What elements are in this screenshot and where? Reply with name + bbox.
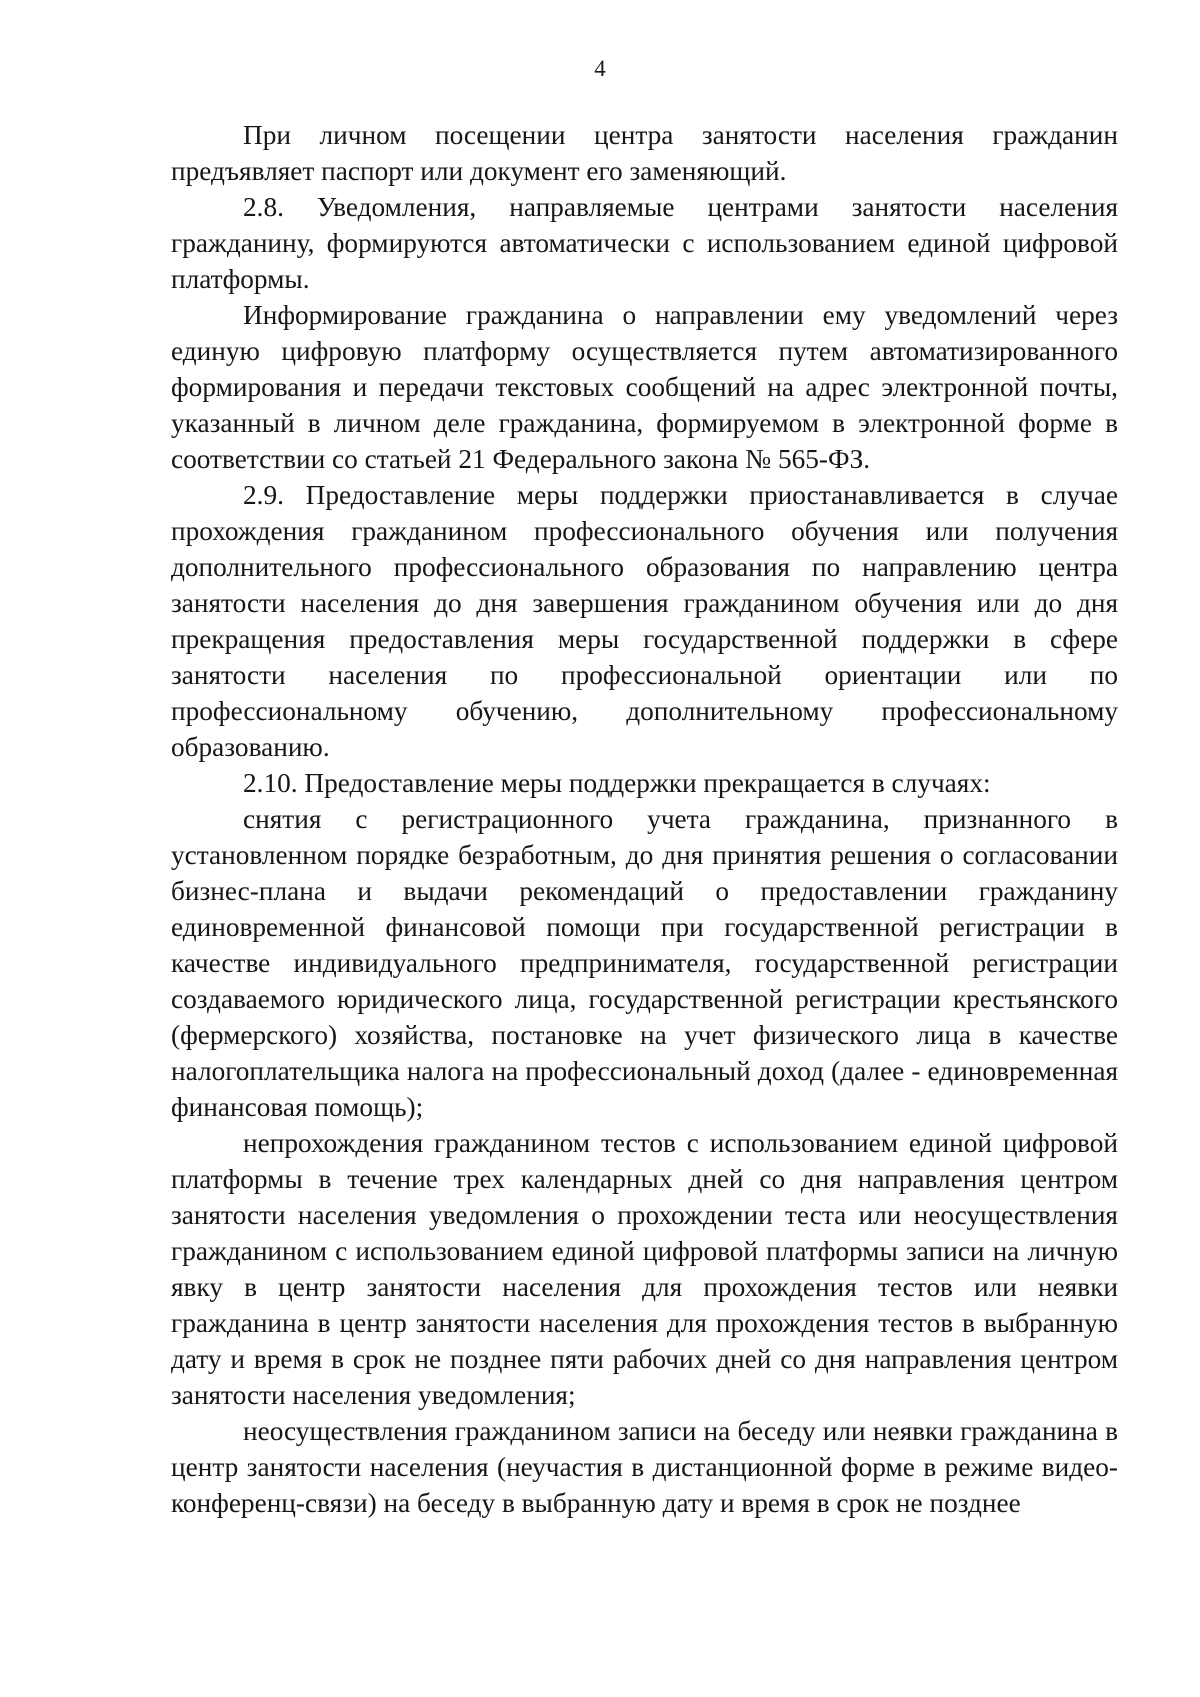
paragraph-deregistration: снятия с регистрационного учета гражданина, признанного в установленном порядке безработным, до дня принятия решения о согласовании бизнес-плана и выдачи рекомендаций о предоставлении гражданину единовременной финансовой помощи при государственной регистрации в качестве индивидуального предпринимателя, государственной регистрации создаваемого юридического лица, государственной регистрации крестьянского (фермерского) хозяйства, постановке на учет физического лица в качестве налогоплательщика налога на профессиональный доход (далее - единовременная финансовая помощь); xyxy=(171,804,1118,1122)
paragraph-interview-failure: неосуществления гражданином записи на беседу или неявки гражданина в центр занятости населения (неучастия в дистанционной форме в режиме видео-конференц-связи) на беседу в выбранную дату и время в срок не позднее xyxy=(171,1416,1118,1518)
paragraph-notification-info: Информирование гражданина о направлении ему уведомлений через единую цифровую платформу осуществляется путем автоматизированного формирования и передачи текстовых сообщений на адрес электронной почты, указанный в личном деле гражданина, формируемом в электронной форме в соответствии со статьей 21 Федерального закона № 565-ФЗ. xyxy=(171,300,1118,474)
paragraph-2-10: 2.10. Предоставление меры поддержки прекращается в случаях: xyxy=(243,768,991,798)
paragraph-2-8: 2.8. Уведомления, направляемые центрами занятости населения гражданину, формируются автоматически с использованием единой цифровой платформы. xyxy=(171,192,1118,294)
paragraph-2-9: 2.9. Предоставление меры поддержки приостанавливается в случае прохождения гражданином профессионального обучения или получения дополнительного профессионального образования по направлению центра занятости населения до дня завершения гражданином обучения или до дня прекращения предоставления меры государственной поддержки в сфере занятости населения по профессиональной ориентации или по профессиональному обучению, дополнительному профессиональному образованию. xyxy=(171,480,1118,762)
paragraph-tests-failure: непрохождения гражданином тестов с использованием единой цифровой платформы в течение трех календарных дней со дня направления центром занятости населения уведомления о прохождении теста или неосуществления гражданином с использованием единой цифровой платформы записи на личную явку в центр занятости населения для прохождения тестов или неявки гражданина в центр занятости населения для прохождения тестов в выбранную дату и время в срок не позднее пяти рабочих дней со дня направления центром занятости населения уведомления; xyxy=(171,1128,1118,1410)
paragraph-passport: При личном посещении центра занятости населения гражданин предъявляет паспорт или документ его заменяющий. xyxy=(171,120,1118,186)
document-body xyxy=(171,117,1118,1521)
page-number: 4 xyxy=(594,56,606,81)
